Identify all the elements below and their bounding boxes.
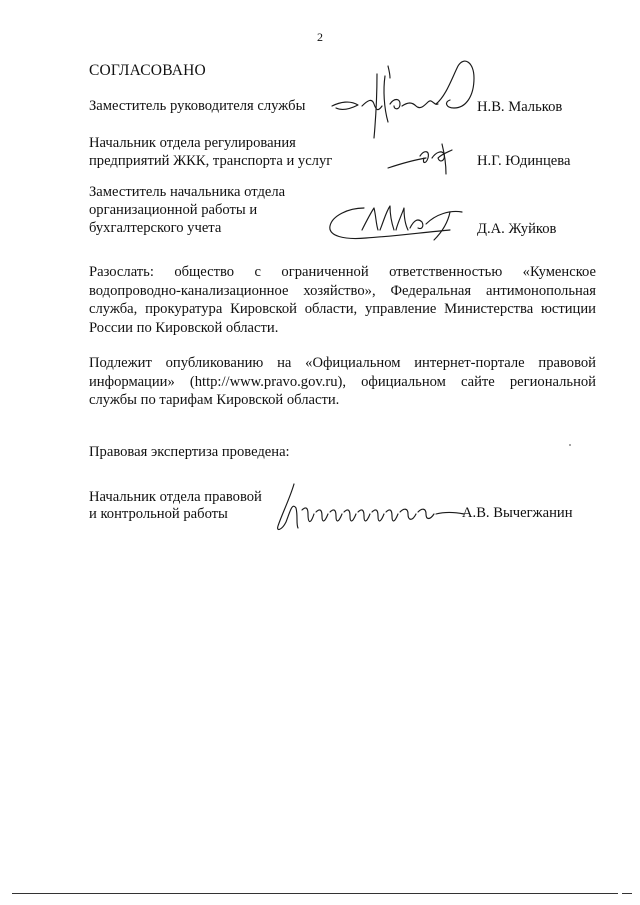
legal-signatory-title-line-1: Начальник отдела правовой — [89, 489, 262, 505]
publication-line-2: информации» (http://www.pravo.gov.ru), официальном сайте региональной — [89, 373, 596, 390]
signatory-3-title-line-1: Заместитель начальника отдела — [89, 184, 286, 200]
signatory-3-title-line-3: бухгалтерского учета — [89, 220, 222, 236]
signature-zhuykov — [326, 200, 466, 245]
signatory-1-name: Н.В. Мальков — [477, 99, 563, 115]
distribution-line-3: служба, прокуратура Кировской области, управление Министерства юстиции — [89, 301, 596, 318]
distribution-paragraph — [89, 263, 596, 337]
signatory-1-title-line-1: Заместитель руководителя службы — [89, 98, 306, 114]
signatory-2-title-line-2: предприятий ЖКК, транспорта и услуг — [89, 153, 333, 169]
page-number: 2 — [317, 30, 323, 44]
distribution-line-2: водопроводно-канализационное хозяйство», Федеральная антимонопольная — [89, 282, 596, 299]
signatory-3-name: Д.А. Жуйков — [477, 221, 557, 237]
bottom-rule-tick — [622, 893, 632, 894]
distribution-line-1: Разослать: общество с ограниченной ответственностью «Куменское — [89, 264, 596, 280]
signature-yudintseva — [386, 140, 456, 175]
approval-heading: СОГЛАСОВАНО — [89, 62, 206, 79]
signature-vychegzhanin — [272, 478, 468, 534]
publication-line-3: службы по тарифам Кировской области. — [89, 392, 340, 409]
signatory-2-title-line-1: Начальник отдела регулирования — [89, 135, 296, 151]
legal-signatory-title-line-2: и контрольной работы — [89, 506, 228, 522]
legal-signatory-name: А.В. Вычегжанин — [462, 505, 573, 521]
publication-paragraph — [89, 354, 596, 410]
signatory-2-name: Н.Г. Юдинцева — [477, 153, 571, 169]
signatory-3-title-line-2: организационной работы и — [89, 202, 258, 218]
legal-review-note: Правовая экспертиза проведена: — [89, 444, 290, 460]
distribution-line-4: России по Кировской области. — [89, 319, 279, 336]
bottom-rule — [12, 893, 618, 894]
publication-line-1: Подлежит опубликованию на «Официальном интернет-портале правовой — [89, 355, 596, 371]
scan-speck — [569, 444, 571, 446]
